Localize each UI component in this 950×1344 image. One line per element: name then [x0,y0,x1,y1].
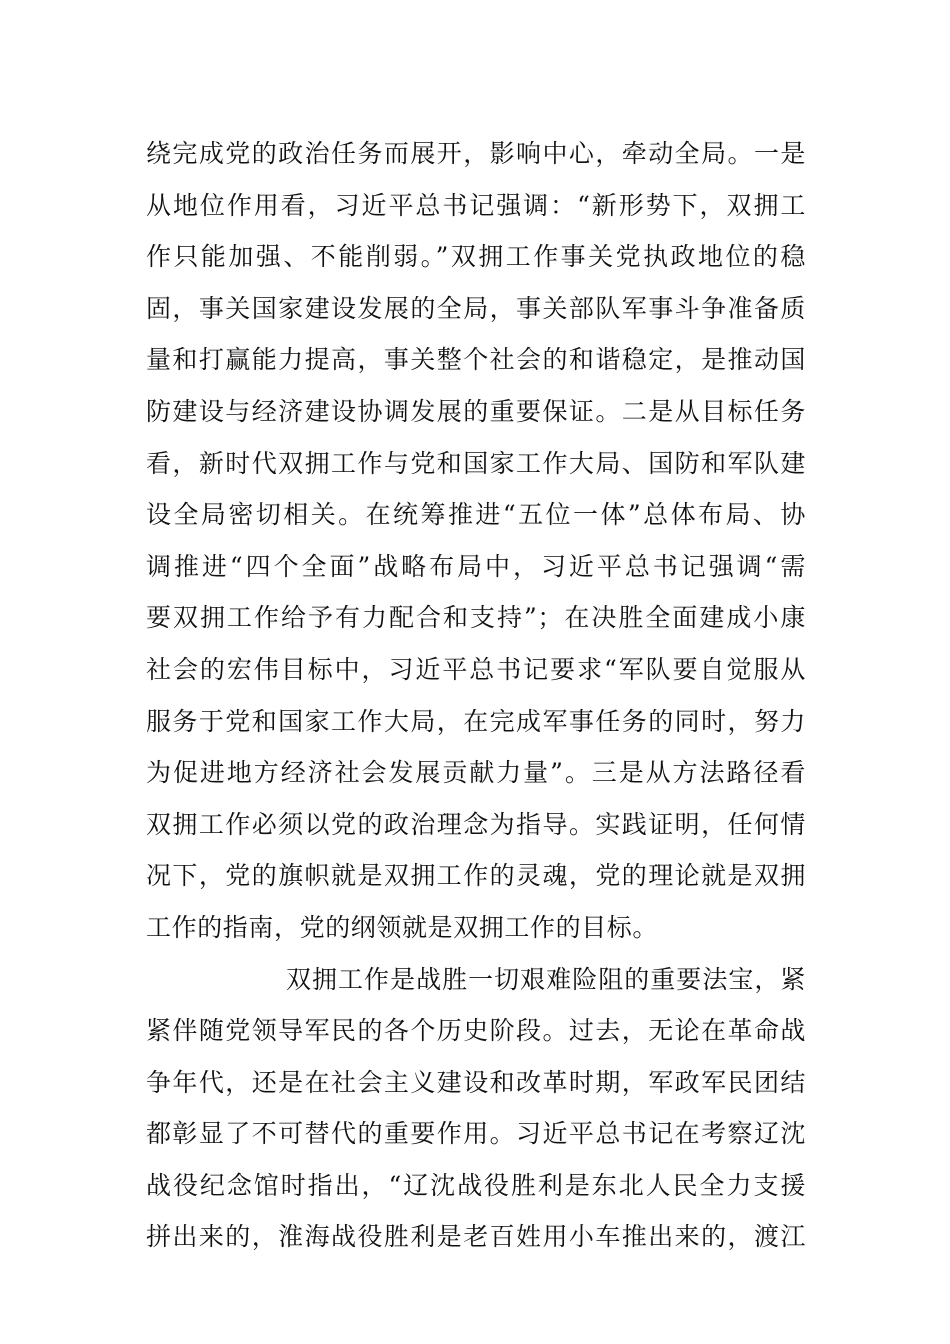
text-line: 固，事关国家建设发展的全局，事关部队军事斗争准备质 [146,293,806,323]
text-line: 为促进地方经济社会发展贡献力量”。三是从方法路径看 [146,758,806,788]
text-line: 从地位作用看，习近平总书记强调：“新形势下，双拥工 [146,190,806,220]
text-line: 战役纪念馆时指出，“辽沈战役胜利是东北人民全力支援 [146,1170,806,1200]
text-line: 绕完成党的政治任务而展开，影响中心，牵动全局。一是 [146,139,806,168]
text-line: 防建设与经济建设协调发展的重要保证。二是从目标任务 [146,396,806,426]
text-line: 况下，党的旗帜就是双拥工作的灵魂，党的理论就是双拥 [146,861,806,891]
text-line: 量和打赢能力提高，事关整个社会的和谐稳定，是推动国 [146,345,806,375]
paragraph-start-line: 双拥工作是战胜一切艰难险阻的重要法宝，紧 [286,964,806,994]
text-line: 争年代，还是在社会主义建设和改革时期，军政军民团结 [146,1067,806,1097]
text-line: 拼出来的，淮海战役胜利是老百姓用小车推出来的，渡江 [146,1222,806,1252]
text-line: 都彰显了不可替代的重要作用。习近平总书记在考察辽沈 [146,1119,806,1149]
text-line: 服务于党和国家工作大局，在完成军事任务的同时，努力 [146,706,806,736]
text-line: 要双拥工作给予有力配合和支持”；在决胜全面建成小康 [146,603,806,633]
text-line: 社会的宏伟目标中，习近平总书记要求“军队要自觉服从 [146,654,806,684]
text-line: 看，新时代双拥工作与党和国家工作大局、国防和军队建 [146,448,806,478]
document-body [146,128,806,1263]
text-line: 设全局密切相关。在统筹推进“五位一体”总体布局、协 [146,500,806,530]
text-line: 紧伴随党领导军民的各个历史阶段。过去，无论在革命战 [146,1016,806,1046]
text-line: 作只能加强、不能削弱。”双拥工作事关党执政地位的稳 [146,242,806,272]
text-line: 双拥工作必须以党的政治理念为指导。实践证明，任何情 [146,809,806,839]
text-line: 调推进“四个全面”战略布局中，习近平总书记强调“需 [146,551,806,581]
paragraph-end-line: 工作的指南，党的纲领就是双拥工作的目标。 [146,912,659,942]
